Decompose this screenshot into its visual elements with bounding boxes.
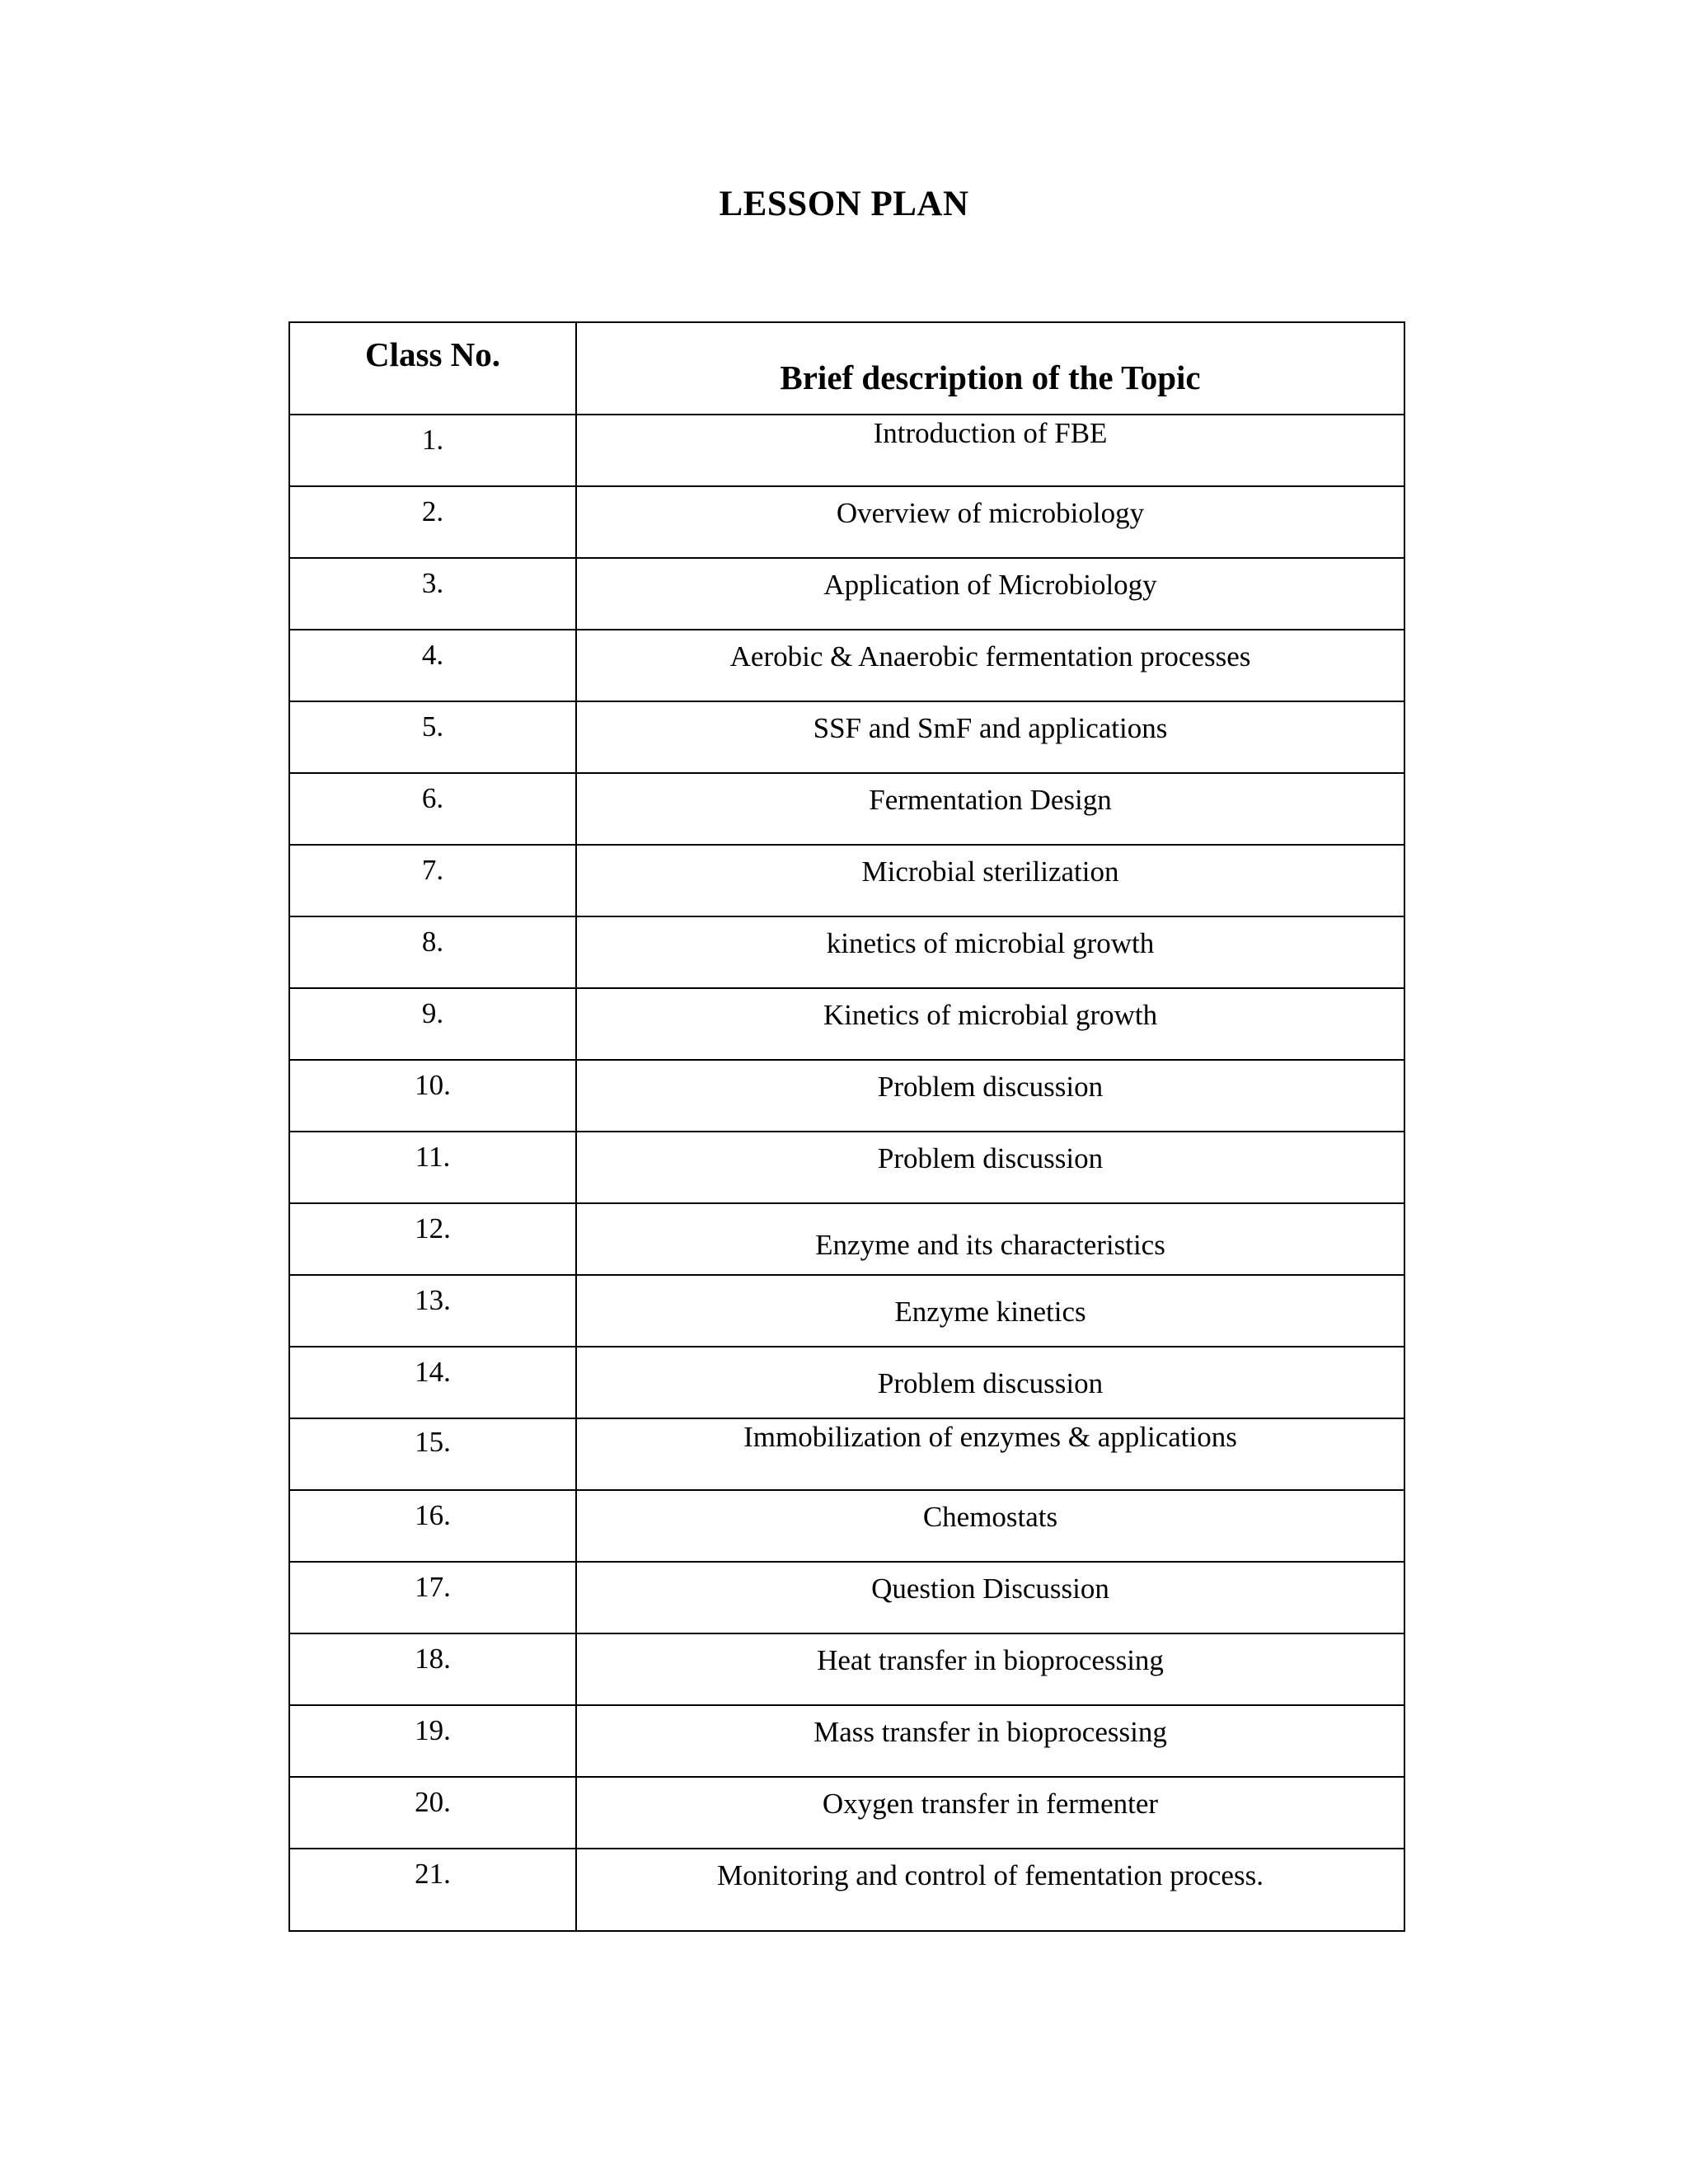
table-row: [289, 773, 1404, 845]
topic-description: Problem discussion: [576, 1347, 1404, 1418]
topic-description: Problem discussion: [576, 1132, 1404, 1203]
table-row: [289, 486, 1404, 558]
class-number: 1.: [289, 415, 576, 486]
table-row: [289, 701, 1404, 773]
column-header-topic: Brief description of the Topic: [576, 322, 1404, 415]
class-number: 18.: [289, 1633, 576, 1705]
class-number: 9.: [289, 988, 576, 1060]
class-number: 11.: [289, 1132, 576, 1203]
table-row: [289, 1275, 1404, 1347]
class-number: 2.: [289, 486, 576, 558]
class-number: 19.: [289, 1705, 576, 1777]
table-row: [289, 630, 1404, 701]
table-header-row: [289, 322, 1404, 415]
table-row: [289, 1203, 1404, 1275]
topic-description: Overview of microbiology: [576, 486, 1404, 558]
topic-description: Monitoring and control of fementation process.: [576, 1849, 1404, 1931]
class-number: 15.: [289, 1418, 576, 1490]
class-number: 21.: [289, 1849, 576, 1931]
topic-description: Introduction of FBE: [576, 415, 1404, 486]
class-number: 3.: [289, 558, 576, 630]
table-row: [289, 1562, 1404, 1633]
class-number: 17.: [289, 1562, 576, 1633]
class-number: 8.: [289, 916, 576, 988]
table-row: [289, 1490, 1404, 1562]
table-row: [289, 1418, 1404, 1490]
table-row: [289, 1705, 1404, 1777]
class-number: 20.: [289, 1777, 576, 1849]
table-row: [289, 1060, 1404, 1132]
table-row: [289, 415, 1404, 486]
topic-description: Enzyme kinetics: [576, 1275, 1404, 1347]
topic-description: kinetics of microbial growth: [576, 916, 1404, 988]
topic-description: Heat transfer in bioprocessing: [576, 1633, 1404, 1705]
column-header-class-no: Class No.: [289, 322, 576, 415]
class-number: 4.: [289, 630, 576, 701]
topic-description: Chemostats: [576, 1490, 1404, 1562]
topic-description: Fermentation Design: [576, 773, 1404, 845]
topic-description: SSF and SmF and applications: [576, 701, 1404, 773]
table-row: [289, 558, 1404, 630]
topic-description: Mass transfer in bioprocessing: [576, 1705, 1404, 1777]
topic-description: Kinetics of microbial growth: [576, 988, 1404, 1060]
topic-description: Question Discussion: [576, 1562, 1404, 1633]
table-row: [289, 1849, 1404, 1931]
class-number: 7.: [289, 845, 576, 916]
class-number: 16.: [289, 1490, 576, 1562]
table-row: [289, 988, 1404, 1060]
topic-description: Oxygen transfer in fermenter: [576, 1777, 1404, 1849]
class-number: 5.: [289, 701, 576, 773]
class-number: 12.: [289, 1203, 576, 1275]
topic-description: Microbial sterilization: [576, 845, 1404, 916]
topic-description: Aerobic & Anaerobic fermentation processes: [576, 630, 1404, 701]
topic-description: Enzyme and its characteristics: [576, 1203, 1404, 1275]
table-row: [289, 845, 1404, 916]
table-row: [289, 1777, 1404, 1849]
lesson-plan-table: [288, 321, 1405, 1932]
table-row: [289, 1347, 1404, 1418]
class-number: 13.: [289, 1275, 576, 1347]
class-number: 6.: [289, 773, 576, 845]
topic-description: Immobilization of enzymes & applications: [576, 1418, 1404, 1490]
topic-description: Problem discussion: [576, 1060, 1404, 1132]
class-number: 10.: [289, 1060, 576, 1132]
table-row: [289, 1633, 1404, 1705]
table-row: [289, 916, 1404, 988]
topic-description: Application of Microbiology: [576, 558, 1404, 630]
class-number: 14.: [289, 1347, 576, 1418]
table-row: [289, 1132, 1404, 1203]
page-title: LESSON PLAN: [719, 185, 969, 223]
